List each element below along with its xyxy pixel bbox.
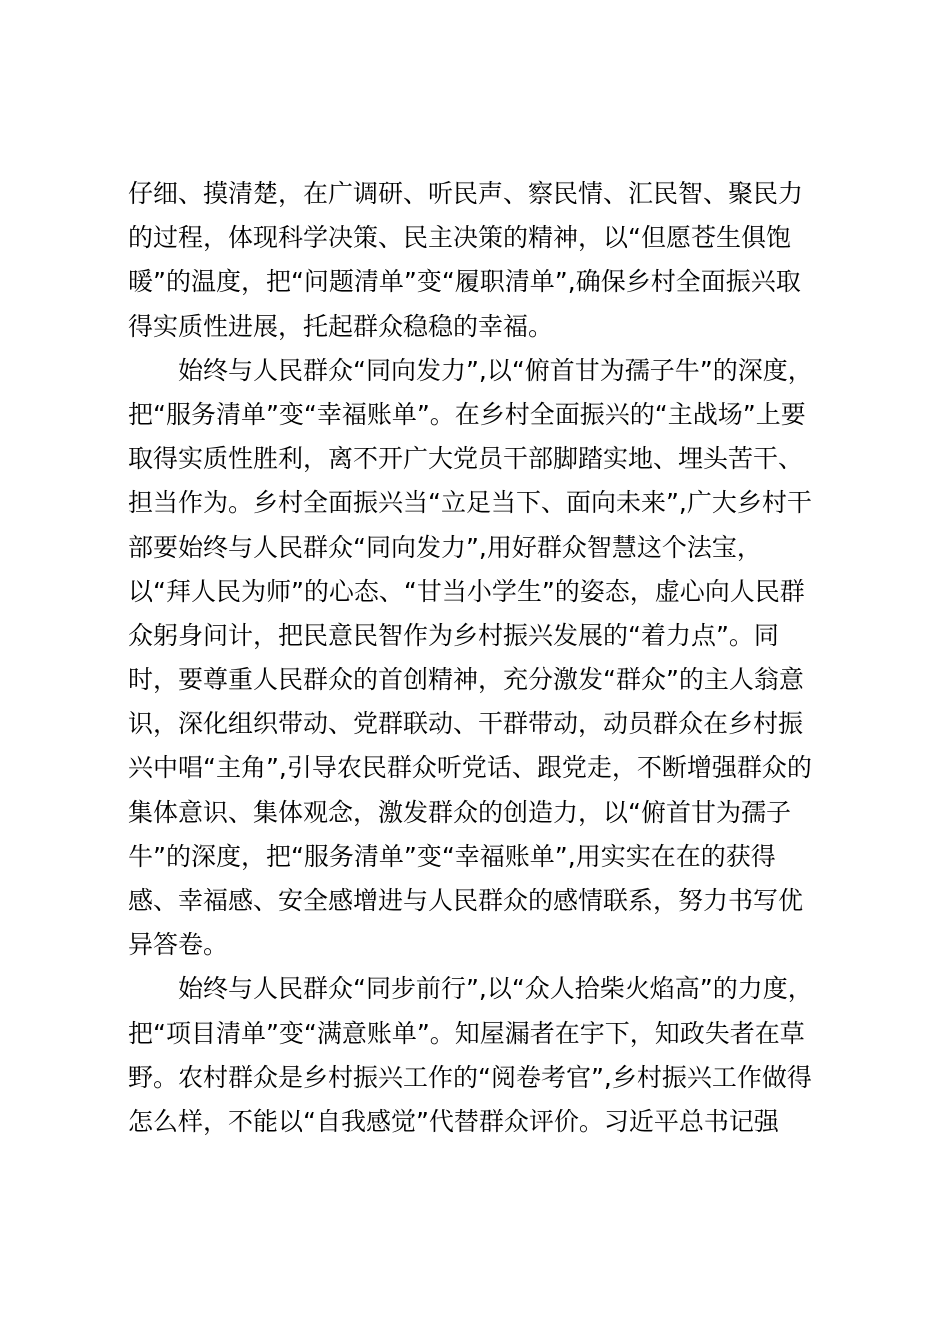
- text-line: 以“拜人民为师”的心态、“甘当小学生”的姿态，虚心向人民群: [128, 576, 805, 606]
- text-line: 时，要尊重人民群众的首创精神，充分激发“群众”的主人翁意: [128, 665, 804, 695]
- text-line: 野。农村群众是乡村振兴工作的“阅卷考官”,乡村振兴工作做得: [128, 1062, 812, 1092]
- text-line: 的过程，体现科学决策、民主决策的精神，以“但愿苍生俱饱: [128, 223, 791, 253]
- text-line: 把“服务清单”变“幸福账单”。在乡村全面振兴的“主战场”上要: [128, 399, 806, 429]
- text-line: 异答卷。: [128, 930, 229, 960]
- text-line: 部要始终与人民群众“同向发力”,用好群众智慧这个法宝，: [128, 532, 762, 562]
- text-line: 牛”的深度，把“服务清单”变“幸福账单”,用实实在在的获得: [128, 841, 776, 871]
- text-line: 始终与人民群众“同向发力”,以“俯首甘为孺子牛”的深度，: [178, 355, 813, 385]
- text-line: 始终与人民群众“同步前行”,以“众人拾柴火焰高”的力度，: [178, 974, 813, 1004]
- text-line: 兴中唱“主角”,引导农民群众听党话、跟党走，不断增强群众的: [128, 753, 812, 783]
- text-line: 担当作为。乡村全面振兴当“立足当下、面向未来”,广大乡村干: [128, 488, 812, 518]
- text-line: 取得实质性胜利，离不开广大党员干部脚踏实地、埋头苦干、: [128, 444, 804, 474]
- text-line: 仔细、摸清楚，在广调研、听民声、察民情、汇民智、聚民力: [128, 179, 804, 208]
- text-line: 把“项目清单”变“满意账单”。知屋漏者在宇下，知政失者在草: [128, 1018, 805, 1048]
- text-line: 识，深化组织带动、党群联动、干群带动，动员群众在乡村振: [128, 709, 804, 739]
- document-body: [128, 172, 828, 1144]
- text-line: 集体意识、集体观念，激发群众的创造力，以“俯首甘为孺子: [128, 797, 791, 827]
- text-line: 怎么样，不能以“自我感觉”代替群众评价。习近平总书记强: [128, 1106, 779, 1136]
- text-line: 感、幸福感、安全感增进与人民群众的感情联系，努力书写优: [128, 886, 804, 915]
- text-line: 众躬身问计，把民意民智作为乡村振兴发展的“着力点”。同: [128, 620, 779, 650]
- text-line: 暖”的温度，把“问题清单”变“履职清单”,确保乡村全面振兴取: [128, 267, 801, 297]
- text-line: 得实质性进展，托起群众稳稳的幸福。: [128, 311, 554, 341]
